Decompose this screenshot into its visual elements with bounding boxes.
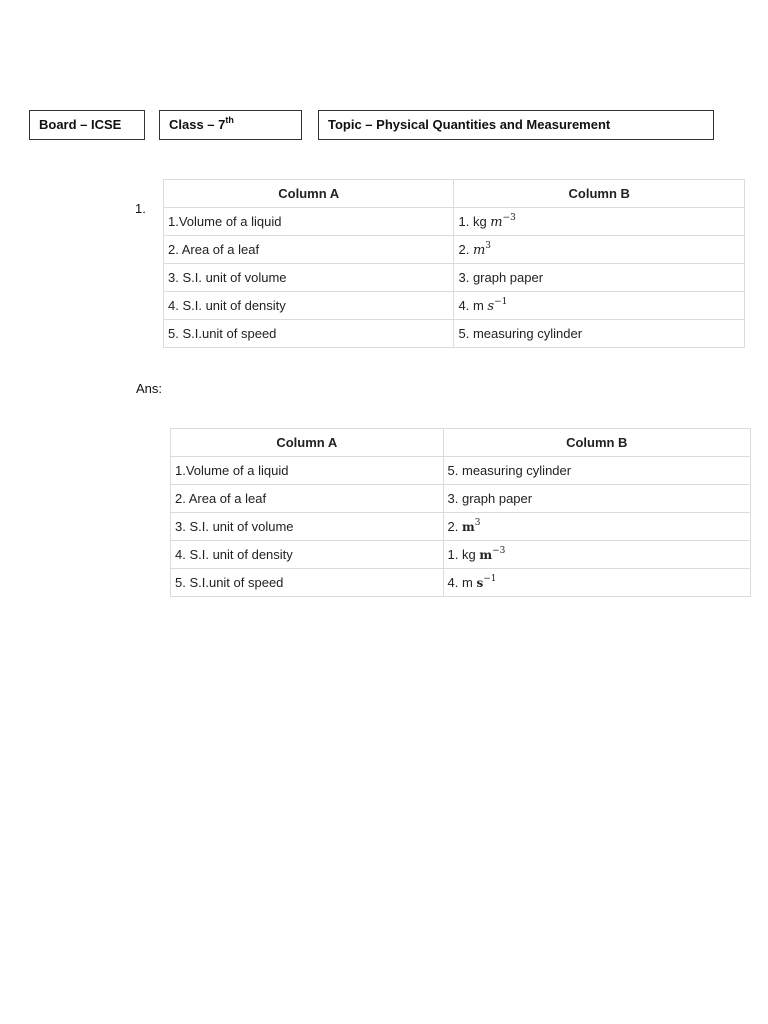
question-number: 1.	[135, 201, 146, 216]
column-b-text: 3. graph paper	[458, 270, 544, 285]
column-b-text: 2.	[447, 519, 462, 534]
column-b-cell	[443, 485, 750, 513]
unit-exponent: −3	[492, 546, 506, 556]
topic-label-box	[318, 110, 714, 140]
column-b-cell	[454, 292, 745, 320]
unit-exponent: −3	[502, 212, 516, 223]
column-b-cell	[443, 541, 750, 569]
unit-symbol: m	[472, 242, 486, 258]
class-label: Class – 7	[169, 117, 226, 132]
unit-symbol: m	[462, 520, 475, 534]
column-b-header: Column B	[454, 180, 745, 208]
column-a-cell: 3. S.I. unit of volume	[164, 264, 454, 292]
column-b-cell	[443, 513, 750, 541]
column-b-text: 4. m	[458, 297, 488, 313]
column-b-header: Column B	[443, 429, 750, 457]
board-label-box	[29, 110, 145, 140]
column-a-cell: 3. S.I. unit of volume	[171, 513, 444, 541]
column-b-cell	[454, 236, 745, 264]
board-label: Board – ICSE	[39, 117, 122, 132]
unit-exponent: 3	[485, 240, 492, 251]
table-row	[171, 569, 751, 597]
column-b-text: 3. graph paper	[447, 491, 533, 506]
question-match-table	[163, 179, 745, 348]
answer-label: Ans:	[136, 381, 163, 396]
table-row	[171, 541, 751, 569]
column-a-cell: 1.Volume of a liquid	[171, 457, 444, 485]
class-superscript: th	[225, 115, 234, 125]
column-b-text: 4. m	[447, 575, 477, 590]
unit-symbol: s	[487, 298, 495, 314]
unit-exponent: 3	[474, 518, 481, 528]
column-b-cell	[454, 264, 745, 292]
column-b-cell	[443, 569, 750, 597]
column-a-header: Column A	[164, 180, 454, 208]
column-b-text: 5. measuring cylinder	[458, 326, 583, 341]
column-a-header: Column A	[171, 429, 444, 457]
table-header-row	[164, 180, 745, 208]
unit-exponent: −1	[494, 296, 508, 307]
column-a-cell: 5. S.I.unit of speed	[171, 569, 444, 597]
column-a-cell: 5. S.I.unit of speed	[164, 320, 454, 348]
unit-symbol: m	[479, 548, 493, 562]
column-b-cell	[454, 208, 745, 236]
column-b-text: 1. kg	[447, 547, 480, 562]
table-header-row	[171, 429, 751, 457]
column-b-cell	[443, 457, 750, 485]
topic-label: Topic – Physical Quantities and Measurement	[328, 117, 611, 132]
column-a-cell: 2. Area of a leaf	[164, 236, 454, 264]
unit-symbol: s	[476, 576, 484, 590]
table-row	[164, 320, 745, 348]
table-row	[164, 236, 745, 264]
column-a-cell: 2. Area of a leaf	[171, 485, 444, 513]
column-a-cell: 4. S.I. unit of density	[171, 541, 444, 569]
column-b-cell	[454, 320, 745, 348]
table-row	[164, 264, 745, 292]
column-b-text: 2.	[458, 241, 473, 257]
column-b-text: 5. measuring cylinder	[447, 463, 572, 478]
table-row	[164, 208, 745, 236]
answer-match-table	[170, 428, 751, 597]
table-row	[171, 457, 751, 485]
column-a-cell: 4. S.I. unit of density	[164, 292, 454, 320]
column-a-cell: 1.Volume of a liquid	[164, 208, 454, 236]
column-b-text: 1. kg	[458, 213, 491, 229]
table-row	[164, 292, 745, 320]
table-row	[171, 485, 751, 513]
unit-symbol: m	[490, 214, 503, 230]
unit-exponent: −1	[483, 574, 497, 584]
class-label-box	[159, 110, 302, 140]
table-row	[171, 513, 751, 541]
